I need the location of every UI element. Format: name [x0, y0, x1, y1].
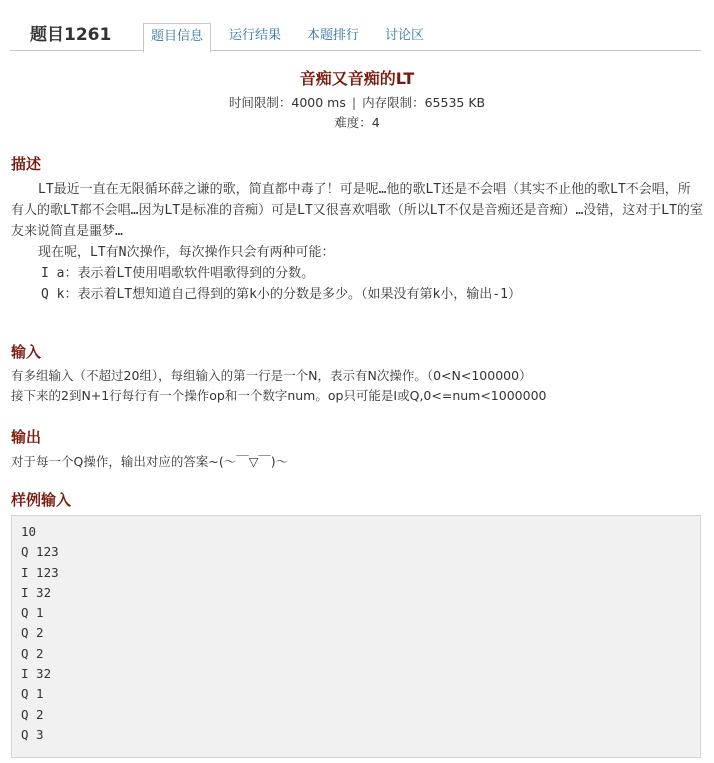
description-paragraph	[11, 179, 703, 242]
sample-line: Q 123	[21, 544, 59, 560]
problem-id: 题目1261	[30, 25, 112, 45]
sample-line: Q 2	[21, 706, 44, 722]
sample-line: I 123	[21, 564, 59, 580]
description-body	[11, 179, 703, 305]
sample-input-title: 样例输入	[11, 491, 72, 509]
input-line: 有多组输入（不超过20组），每组输入的第一行是一个N，表示有N次操作。（0<N<100000）	[11, 368, 532, 383]
difficulty-value: 4	[371, 115, 380, 130]
sample-line: Q 1	[21, 686, 44, 702]
input-body	[11, 366, 703, 406]
limits-separator: |	[351, 95, 357, 110]
description-title: 描述	[11, 155, 42, 173]
sample-line: Q 1	[21, 605, 44, 621]
description-paragraph: I a：表示着LT使用唱歌软件唱歌得到的分数。	[41, 266, 315, 281]
tab-ranking[interactable]: 本题排行	[307, 28, 360, 43]
sample-line: Q 3	[21, 726, 44, 742]
limits-line	[0, 93, 714, 113]
sample-line: 10	[21, 524, 37, 539]
tab-bar	[10, 0, 701, 51]
sample-line: I 32	[21, 666, 52, 682]
input-line: 接下来的2到N+1行每行有一个操作op和一个数字num。op只可能是I或Q,0<=num<1000000	[11, 388, 547, 403]
problem-header	[0, 67, 714, 133]
description-text: LT最近一直在无限循环薛之谦的歌，简直都中毒了！可是呢…他的歌LT还是不会唱（其实不止他的歌LT不会唱，所有人的歌LT都不会唱…因为LT是标准的音痴）可是LT又很喜欢唱歌（所以LT不仅是音痴还是音痴）…没错，这对于LT的室友来说简直是噩梦…	[11, 182, 703, 239]
time-limit-label: 时间限制：	[228, 95, 292, 110]
tab-problem-info[interactable]: 题目信息	[143, 23, 211, 53]
tab-discussion[interactable]: 讨论区	[385, 28, 425, 43]
output-body	[11, 452, 703, 472]
time-limit-value: 4000 ms	[291, 95, 346, 110]
difficulty-label: 难度：	[334, 115, 372, 130]
tab-run-results[interactable]: 运行结果	[229, 28, 282, 43]
description-paragraph: 现在呢，LT有N次操作，每次操作只会有两种可能：	[38, 245, 335, 260]
description-paragraph: Q k：表示着LT想知道自己得到的第k小的分数是多少。（如果没有第k小，输出-1）	[41, 287, 521, 302]
difficulty-line	[0, 113, 714, 133]
sample-line: Q 2	[21, 625, 44, 641]
output-title: 输出	[11, 428, 42, 446]
problem-title: 音痴又音痴的LT	[299, 69, 415, 88]
sample-input-box[interactable]	[11, 515, 701, 758]
sample-line: I 32	[21, 584, 52, 600]
tab-list	[143, 22, 442, 52]
memory-limit-label: 内存限制：	[362, 95, 425, 110]
output-line: 对于每一个Q操作，输出对应的答案~(～￣▽￣)～	[11, 454, 289, 469]
memory-limit-value: 65535 KB	[424, 95, 486, 110]
sample-line: Q 2	[21, 645, 44, 661]
input-title: 输入	[11, 343, 42, 361]
